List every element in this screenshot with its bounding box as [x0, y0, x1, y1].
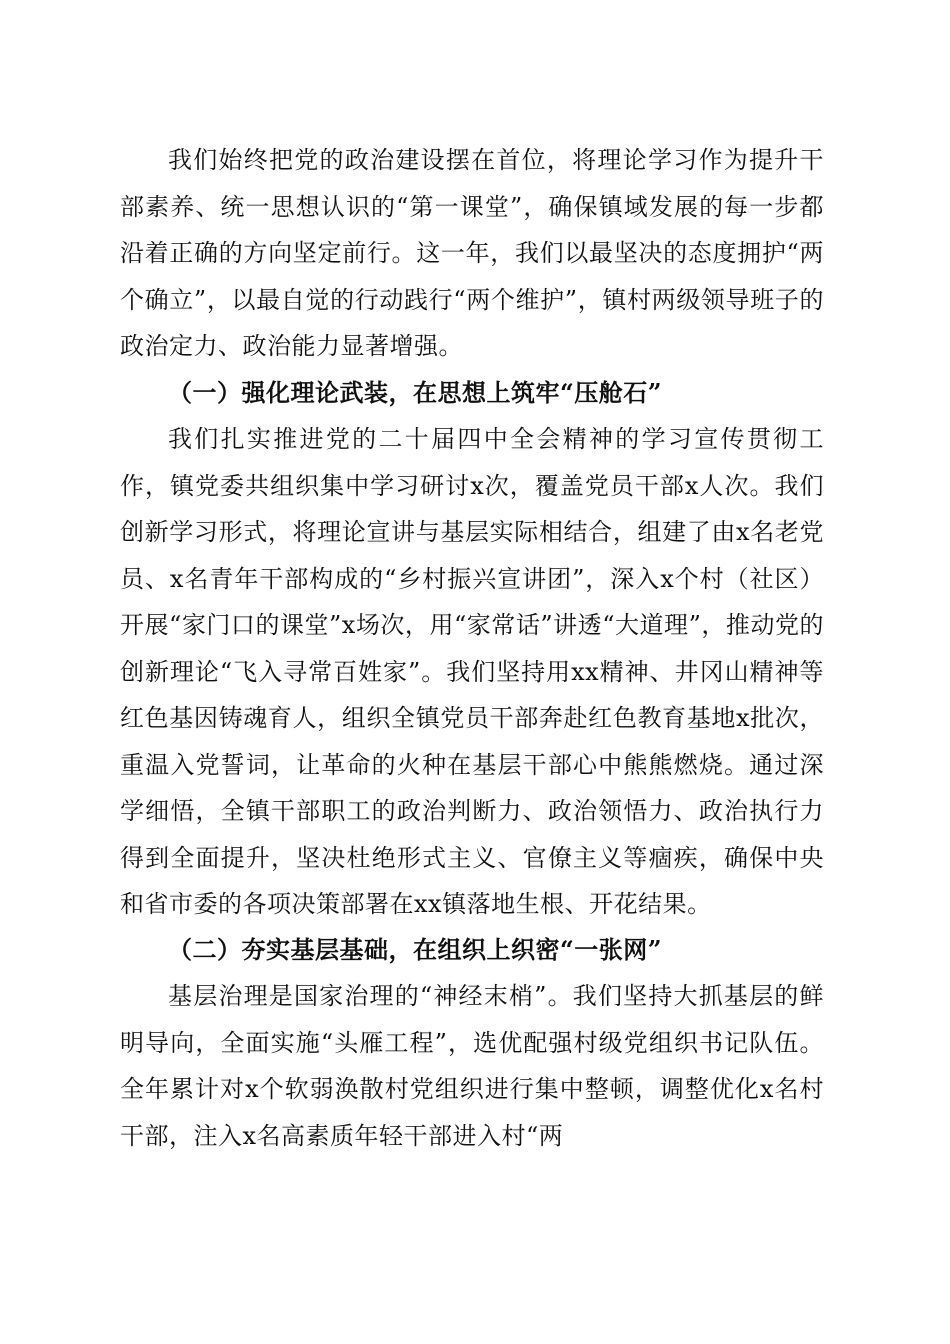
- section-heading-2: （二）夯实基层基础，在组织上织密“一张网”: [168, 935, 663, 964]
- body-paragraph-2: 我们扎实推进党的二十届四中全会精神的学习宣传贯彻工作，镇党委共组织集中学习研讨x次，覆盖党员干部x人次。我们创新学习形式，将理论宣讲与基层实际相结合，组建了由x名老党员、x名青年干部构成的“乡村振兴宣讲团”，深入x个村（社区）开展“家门口的课堂”x场次，用“家常话”讲透“大道理”，推动党的创新理论“飞入寻常百姓家”。我们坚持用xx精神、井冈山精神等红色基因铸魂育人，组织全镇党员干部奔赴红色教育基地x批次，重温入党誓词，让革命的火种在基层干部心中熊熊燃烧。通过深学细悟，全镇干部职工的政治判断力、政治领悟力、政治执行力得到全面提升，坚决杜绝形式主义、官僚主义等痼疾，确保中央和省市委的各项决策部署在xx镇落地生根、开花结果。: [120, 425, 824, 918]
- section-heading-1: （一）强化理论武装，在思想上筑牢“压舱石”: [168, 378, 663, 407]
- body-paragraph-1: 我们始终把党的政治建设摆在首位，将理论学习作为提升干部素养、统一思想认识的“第一课堂”，确保镇域发展的每一步都沿着正确的方向坚定前行。这一年，我们以最坚决的态度拥护“两个确立”，以最自觉的行动践行“两个维护”，镇村两级领导班子的政治定力、政治能力显著增强。: [120, 146, 824, 360]
- body-paragraph-3: 基层治理是国家治理的“神经末梢”。我们坚持大抓基层的鲜明导向，全面实施“头雁工程”，选优配强村级党组织书记队伍。全年累计对x个软弱涣散村党组织进行集中整顿，调整优化x名村干部，注入x名高素质年轻干部进入村“两: [120, 982, 824, 1150]
